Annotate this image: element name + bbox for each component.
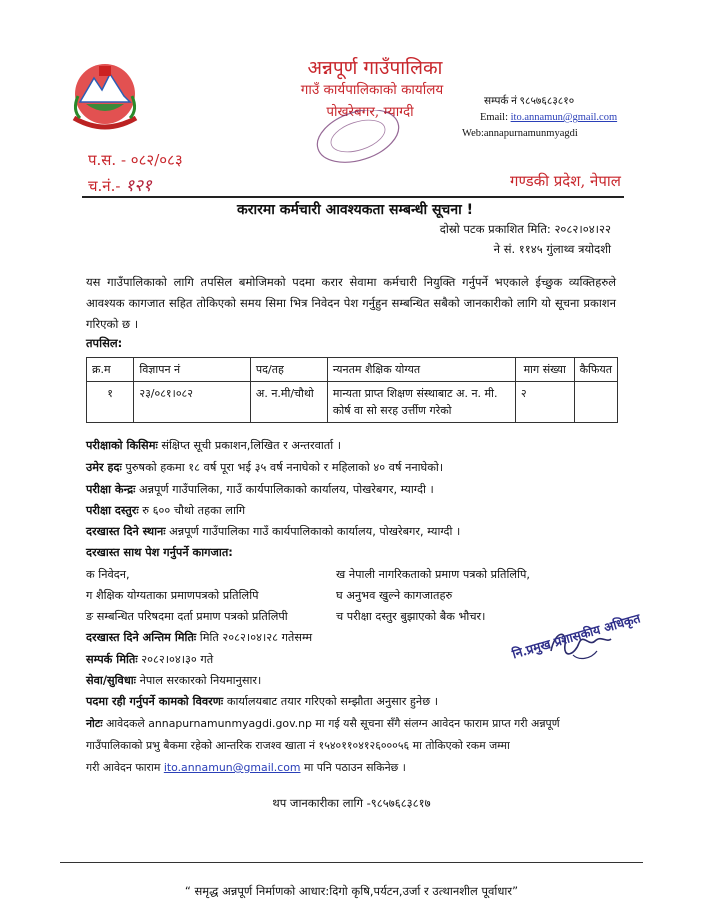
email-link[interactable]: ito.annamun@gmail.com (510, 112, 618, 123)
office-place: पोखरेबगर, म्याग्दी (326, 104, 414, 120)
age-value: पुरुषको हकमा १८ वर्ष पूरा भई ३५ वर्ष ननाघेको र महिलाको ४० वर्ष ननाघेको। (125, 461, 444, 474)
contact-phone: सम्पर्क नं ९८५७६८३८१० (484, 96, 575, 107)
center-line (86, 482, 434, 497)
facility-value: नेपाल सरकारको नियमानुसार। (139, 674, 262, 687)
note-text-a: आवेदकले annapurnamunmyagdi.gov.np मा गई यसै सूचना सँगै संलग्न आवेदन फाराम प्राप्त गरी अन्नपूर्ण (106, 717, 560, 730)
table-cell: २ (515, 382, 574, 423)
cn-label: च.नं.- (88, 177, 121, 195)
doc-item: ङ सम्बन्धित परिषदमा दर्ता प्रमाण पत्रको प्रतिलिपी (86, 610, 288, 623)
more-info: थप जानकारीका लागि -९८५७६८३८१७ (272, 796, 431, 810)
work-label: पदमा रही गर्नुपर्ने कामको विवरणः (86, 695, 224, 708)
table-cell: १ (87, 382, 134, 423)
work-line (86, 694, 438, 709)
tapasil-heading: तपसिल: (86, 336, 123, 350)
center-value: अन्नपूर्ण गाउँपालिका, गाउँ कार्यपालिकाको कार्यालय, पोखरेबगर, म्याग्दी । (138, 483, 434, 496)
table-header-cell: पद/तह (250, 358, 327, 382)
contact-block (462, 94, 617, 142)
municipality-title: अन्नपूर्ण गाउँपालिका (307, 57, 443, 79)
deadline-value: मिति २०८२।०४।२८ गतेसम्म (199, 631, 313, 644)
table-cell: २३/०८१।०८२ (134, 382, 251, 423)
deadline-line (86, 630, 312, 645)
fee-line (86, 503, 245, 518)
nepal-emblem-icon (66, 56, 144, 138)
officer-seal: नि.प्रमुख प्रशासकीय अधिकृत (510, 610, 642, 662)
vacancy-table (86, 357, 618, 423)
doc-item: ग शैक्षिक योग्यताका प्रमाणपत्रको प्रतिलिपि (86, 589, 259, 602)
table-cell: मान्यता प्राप्त शिक्षण संस्थाबाट अ. न. मी. कोर्ष वा सो सरह उर्त्तीण गरेको (327, 382, 515, 423)
note-email-link[interactable]: ito.annamun@gmail.com (163, 761, 301, 774)
exam-type-label: परीक्षाको किसिमः (86, 439, 158, 452)
exam-type-value: संक्षिप्त सूची प्रकाशन,लिखित र अन्तरवार्ता । (161, 439, 342, 452)
deadline-label: दरखास्त दिने अन्तिम मितिः (86, 631, 197, 644)
facility-line (86, 673, 261, 688)
contact-date-label: सम्पर्क मितिः (86, 653, 138, 666)
table-cell: अ. न.मी/चौथो (250, 382, 327, 423)
notice-title: करारमा कर्मचारी आवश्यकता सम्बन्धी सूचना ! (237, 202, 473, 218)
cn-value: १२१ (125, 176, 152, 196)
note-text-c-post: मा पनि पठाउन सकिनेछ । (303, 761, 406, 774)
work-value: कार्यालयबाट तयार गरिएको सम्झौता अनुसार हुनेछ । (226, 695, 438, 708)
doc-item: च परीक्षा दस्तुर बुझाएको बैक भौचर। (336, 610, 486, 623)
table-header-cell: न्यनतम शैक्षिक योग्यत (327, 358, 515, 382)
ps-number: प.स. - ०८२/०८३ (88, 151, 183, 169)
office-stamp-icon (300, 110, 415, 170)
center-label: परीक्षा केन्द्रः (86, 483, 136, 496)
table-cell (574, 382, 617, 423)
table-header-cell: माग संख्या (515, 358, 574, 382)
province: गण्डकी प्रदेश, नेपाल (510, 172, 621, 190)
table-header-cell: क्र.म (87, 358, 134, 382)
facility-label: सेवा/सुविधाः (86, 674, 136, 687)
doc-item: ख नेपाली नागरिकताको प्रमाण पत्रको प्रतिलिपि, (336, 568, 530, 581)
contact-date-line (86, 652, 213, 667)
age-line (86, 460, 443, 475)
fee-value: रु ६०० चौथो तहका लागि (142, 504, 246, 517)
cn-number (88, 173, 152, 196)
office-name: गाउँ कार्यपालिकाको कार्यालय (300, 82, 444, 98)
web-address: Web:annapurnamunmyagdi (462, 128, 578, 139)
note-line-3 (86, 760, 406, 775)
table-row (87, 382, 618, 423)
table-header-cell: विज्ञापन नं (134, 358, 251, 382)
note-text-b: गाउँपालिकाको प्रभु बैकमा रहेको आन्तरिक राजश्व खाता नं १५४०११०४१२६०००५६ मा तोकिएको रकम जम्मा (86, 739, 510, 752)
intro-paragraph: यस गाउँपालिकाको लागि तपसिल बमोजिमको पदमा करार सेवामा कर्मचारी नियुक्ति गर्नुपर्ने भएकाले ईच्छुक व्यक्तिहरुले आवश्यक कागजात सहित तोकिएको समय सिमा भित्र निवेदन पेश गर्नुहुन सम्बन्धित सबैको जानकारीको लागि यो सूचना प्रकाशन गरिएको छ । (86, 275, 616, 331)
published-date: दोस्रो पटक प्रकाशित मिति: २०८२।०४।२२ (439, 222, 611, 236)
email-label: Email: (480, 112, 508, 123)
doc-item: क निवेदन, (86, 568, 130, 581)
table-header-row (87, 358, 618, 382)
table-header-cell: कैफियत (574, 358, 617, 382)
note-line-1 (86, 716, 560, 731)
docs-heading: दरखास्त साथ पेश गर्नुपर्ने कागजात: (86, 546, 233, 559)
doc-item: घ अनुभव खुल्ने कागजातहरु (336, 589, 453, 602)
exam-type-line (86, 438, 341, 453)
submit-place-line (86, 524, 460, 539)
nepal-samvat-date: ने सं. ११४५ गुंलाथ्व त्रयोदशी (493, 242, 611, 256)
footer-slogan: “ समृद्ध अन्नपूर्ण निर्माणको आधार:दिगो कृषि,पर्यटन,उर्जा र उत्थानशील पूर्वाधार” (184, 884, 519, 898)
submit-place-value: अन्नपूर्ण गाउँपालिका गाउँ कार्यपालिकाको कार्यालय, पोखरेबगर, म्याग्दी । (169, 525, 461, 538)
submit-place-label: दरखास्त दिने स्थानः (86, 525, 166, 538)
header-divider (82, 196, 624, 198)
note-label: नोटः (86, 717, 103, 730)
contact-date-value: २०८२।०४।३० गते (141, 653, 214, 666)
fee-label: परीक्षा दस्तुरः (86, 504, 139, 517)
footer-divider (60, 862, 643, 863)
age-label: उमेर हदः (86, 461, 122, 474)
note-text-c-pre: गरी आवेदन फाराम (86, 761, 161, 774)
